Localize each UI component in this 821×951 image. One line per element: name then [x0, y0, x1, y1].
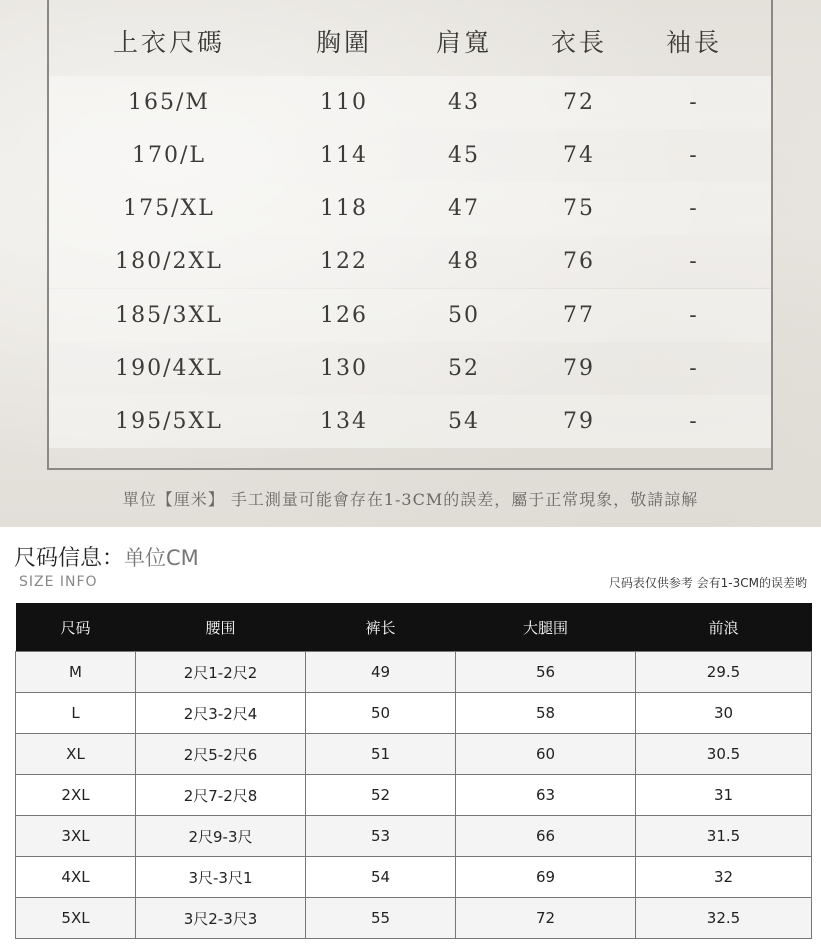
- length-cell: 77: [563, 303, 595, 328]
- size-cell: 170/L: [131, 143, 206, 168]
- waist-cell: 2尺7-2尺8: [136, 775, 306, 816]
- length-cell: 74: [563, 143, 595, 168]
- header-cell: 上衣尺碼: [112, 28, 225, 57]
- header-cell: 裤长: [306, 603, 456, 652]
- sleeve-cell: -: [689, 409, 699, 434]
- waist-cell: 3尺-3尺1: [136, 857, 306, 898]
- length-cell: 53: [306, 816, 456, 857]
- chest-cell: 122: [320, 249, 368, 274]
- shoulder-cell: 50: [448, 303, 480, 328]
- length-cell: 72: [563, 90, 595, 115]
- table-row: [16, 734, 812, 775]
- shirt-row: [49, 182, 771, 235]
- size-cell: L: [16, 693, 136, 734]
- waist-cell: 2尺5-2尺6: [136, 734, 306, 775]
- size-cell: 195/5XL: [115, 409, 223, 434]
- size-info-title: [14, 541, 199, 572]
- size-info-subtitle: SIZE INFO: [19, 574, 98, 590]
- shoulder-cell: 45: [448, 143, 480, 168]
- thigh-cell: 72: [456, 898, 636, 939]
- rise-cell: 32.5: [636, 898, 812, 939]
- shoulder-cell: 47: [448, 196, 480, 221]
- sleeve-cell: -: [689, 196, 699, 221]
- waist-cell: 2尺1-2尺2: [136, 652, 306, 693]
- chest-cell: 134: [320, 409, 368, 434]
- length-cell: 76: [563, 249, 595, 274]
- rise-cell: 31.5: [636, 816, 812, 857]
- shoulder-cell: 43: [448, 90, 480, 115]
- size-cell: XL: [16, 734, 136, 775]
- table-row: [16, 652, 812, 693]
- size-cell: 4XL: [16, 857, 136, 898]
- sleeve-cell: -: [689, 356, 699, 381]
- table-row: [16, 693, 812, 734]
- thigh-cell: 60: [456, 734, 636, 775]
- rise-cell: 31: [636, 775, 812, 816]
- header-cell: 大腿围: [456, 603, 636, 652]
- chest-cell: 130: [320, 356, 368, 381]
- length-cell: 52: [306, 775, 456, 816]
- header-cell: 腰围: [136, 603, 306, 652]
- length-cell: 51: [306, 734, 456, 775]
- waist-cell: 2尺3-2尺4: [136, 693, 306, 734]
- shirt-row: [49, 235, 771, 288]
- table-row: [16, 775, 812, 816]
- size-info-label: 尺码信息：: [14, 546, 125, 571]
- length-cell: 50: [306, 693, 456, 734]
- size-cell: 3XL: [16, 816, 136, 857]
- header-cell: 衣長: [550, 28, 607, 57]
- thigh-cell: 56: [456, 652, 636, 693]
- shoulder-cell: 52: [448, 356, 480, 381]
- sleeve-cell: -: [689, 249, 699, 274]
- thigh-cell: 66: [456, 816, 636, 857]
- shirt-row: [49, 395, 771, 448]
- size-disclaimer: 尺码表仅供参考 会有1-3CM的误差哟: [608, 576, 807, 590]
- header-cell: 尺码: [16, 603, 136, 652]
- table-row: [16, 898, 812, 939]
- unit-label: 单位CM: [124, 546, 199, 570]
- size-cell: 2XL: [16, 775, 136, 816]
- waist-cell: 2尺9-3尺: [136, 816, 306, 857]
- waist-cell: 3尺2-3尺3: [136, 898, 306, 939]
- table-row: [16, 857, 812, 898]
- length-cell: 79: [563, 409, 595, 434]
- pants-size-table: [15, 603, 812, 939]
- sleeve-cell: -: [689, 143, 699, 168]
- length-cell: 55: [306, 898, 456, 939]
- thigh-cell: 69: [456, 857, 636, 898]
- sleeve-cell: -: [689, 303, 699, 328]
- length-cell: 79: [563, 356, 595, 381]
- size-cell: 180/2XL: [115, 249, 223, 274]
- rise-cell: 30.5: [636, 734, 812, 775]
- header-cell: 前浪: [636, 603, 812, 652]
- size-cell: 175/XL: [123, 196, 215, 221]
- length-cell: 54: [306, 857, 456, 898]
- thigh-cell: 58: [456, 693, 636, 734]
- rise-cell: 32: [636, 857, 812, 898]
- size-cell: 165/M: [128, 90, 210, 115]
- table-header-row: [16, 603, 812, 652]
- shoulder-cell: 48: [448, 249, 480, 274]
- shoulder-cell: 54: [448, 409, 480, 434]
- rise-cell: 30: [636, 693, 812, 734]
- size-cell: 190/4XL: [115, 356, 223, 381]
- table-row: [16, 816, 812, 857]
- header-cell: 袖長: [665, 28, 722, 57]
- chest-cell: 110: [320, 90, 368, 115]
- chest-cell: 114: [320, 143, 368, 168]
- thigh-cell: 63: [456, 775, 636, 816]
- header-cell: 胸圍: [315, 28, 372, 57]
- size-cell: 185/3XL: [115, 303, 223, 328]
- chest-cell: 126: [320, 303, 368, 328]
- size-cell: M: [16, 652, 136, 693]
- length-cell: 49: [306, 652, 456, 693]
- rise-cell: 29.5: [636, 652, 812, 693]
- measurement-note: 單位【厘米】 手工測量可能會存在1-3CM的誤差，屬于正常現象，敬請諒解: [122, 490, 699, 509]
- sleeve-cell: -: [689, 90, 699, 115]
- header-cell: 肩寬: [435, 28, 492, 57]
- shirt-chart-header: [49, 16, 771, 69]
- shirt-row: [49, 289, 771, 342]
- chest-cell: 118: [320, 196, 368, 221]
- size-cell: 5XL: [16, 898, 136, 939]
- shirt-row: [49, 342, 771, 395]
- shirt-row: [49, 76, 771, 129]
- shirt-row: [49, 129, 771, 182]
- length-cell: 75: [563, 196, 595, 221]
